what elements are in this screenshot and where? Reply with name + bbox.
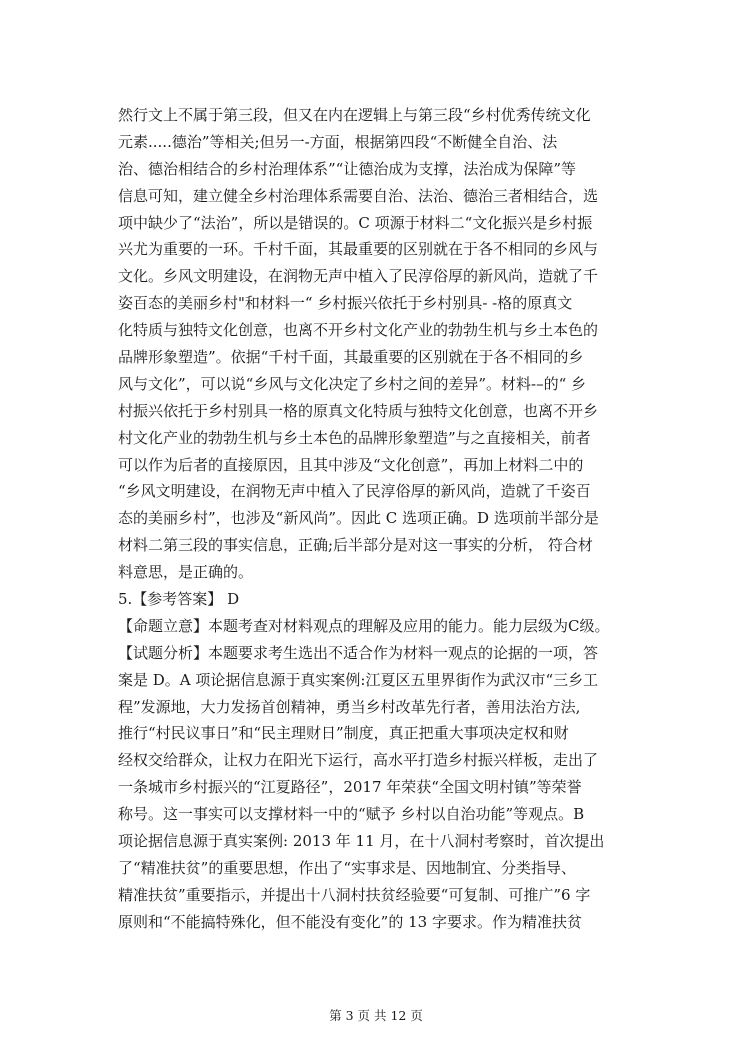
text-line: 精准扶贫”重要指示，并提出十八洞村扶贫经验要“可复制、可推广”6 字 [118,885,591,904]
text-line: 文化。乡风文明建设，在润物无声中植入了民淳俗厚的新风尚，造就了千 [118,267,599,286]
text-line: 【试题分析】本题要求考生选出不适合作为材料一观点的论据的一项，答 [118,643,599,662]
text-line: 原则和“不能搞特殊化，但不能没有变化”的 13 字要求。作为精准扶贫 [118,912,582,931]
text-line: 料意思，是正确的。 [118,563,254,582]
text-line: 品牌形象塑造”。依据“千村千面，其最重要的区别就在于各不相同的乡 [118,348,584,367]
text-line: 治、德治相结合的乡村治理体系”“让德治成为支撑，法治成为保障”等 [118,159,577,178]
text-line: 材料二第三段的事实信息，正确;后半部分是对这一事实的分析， 符合材 [118,536,593,555]
text-line: 元素.....德治”等相关;但另一-方面，根据第四段“不断健全自治、法 [118,132,558,151]
text-line: 信息可知，建立健全乡村治理体系需要自治、法治、德治三者相结合，选 [118,186,599,205]
text-line: 项中缺少了“法治”，所以是错误的。C 项源于材料二“文化振兴是乡村振 [118,213,593,232]
text-line: 了“精准扶贫”的重要思想，作出了“实事求是、因地制宜、分类指导、 [118,858,577,877]
text-line: 推行“村民议事日”和“民主理财日”制度，真正把重大事项决定权和财 [118,724,569,743]
text-line: 程”发源地，大力发扬首创精神，勇当乡村改革先行者，善用法治方法, [118,697,581,716]
text-line: 态的美丽乡村”，也涉及“新风尚”。因此 C 选项正确。D 选项前半部分是 [118,509,599,528]
page-number-footer: 第 3 页 共 12 页 [329,1008,423,1023]
text-line: 可以作为后者的直接原因，且其中涉及“文化创意”，再加上材料二中的 [118,455,584,474]
document-body [118,102,638,936]
text-line: 经权交给群众，让权力在阳光下运行，高水平打造乡村振兴样板，走出了 [118,751,599,770]
text-line: 风与文化”，可以说“乡风与文化决定了乡村之间的差异”。材料-–的“ 乡 [118,374,587,393]
text-line: 村文化产业的勃勃生机与乡土本色的品牌形象塑造”与之直接相关，前者 [118,428,591,447]
text-line: 兴尤为重要的一环。千村千面，其最重要的区别就在于各不相同的乡风与 [118,240,599,259]
text-line: 村振兴依托于乡村别具一格的原真文化特质与独特文化创意，也离不开乡 [118,401,599,420]
text-line: 【命题立意】本题考查对材料观点的理解及应用的能力。能力层级为C级。 [118,616,610,635]
text-line: 一条城市乡村振兴的“江夏路径”，2017 年荣获“全国文明村镇”等荣誉 [118,778,582,797]
text-line: 然行文上不属于第三段，但又在内在逻辑上与第三段“乡村优秀传统文化 [118,106,591,124]
text-line: 项论据信息源于真实案例: 2013 年 11 月，在十八洞村考察时，首次提出 [118,832,605,851]
text-line: 称号。这一事实可以支撑材料一中的“赋予 乡村以自治功能”等观点。B [118,805,585,824]
text-line: “乡风文明建设，在润物无声中植入了民淳俗厚的新风尚，造就了千姿百 [118,482,591,501]
text-line: 姿百态的美丽乡村"和材料一“ 乡村振兴依托于乡村别具- -格的原真文 [118,294,573,313]
text-line: 案是 D。A 项论据信息源于真实案例:江夏区五里界街作为武汉市“三乡工 [118,670,599,689]
answer-heading: 5.【参考答案】 D [118,590,240,609]
text-line: 化特质与独特文化创意，也离不开乡村文化产业的勃勃生机与乡土本色的 [118,321,599,340]
